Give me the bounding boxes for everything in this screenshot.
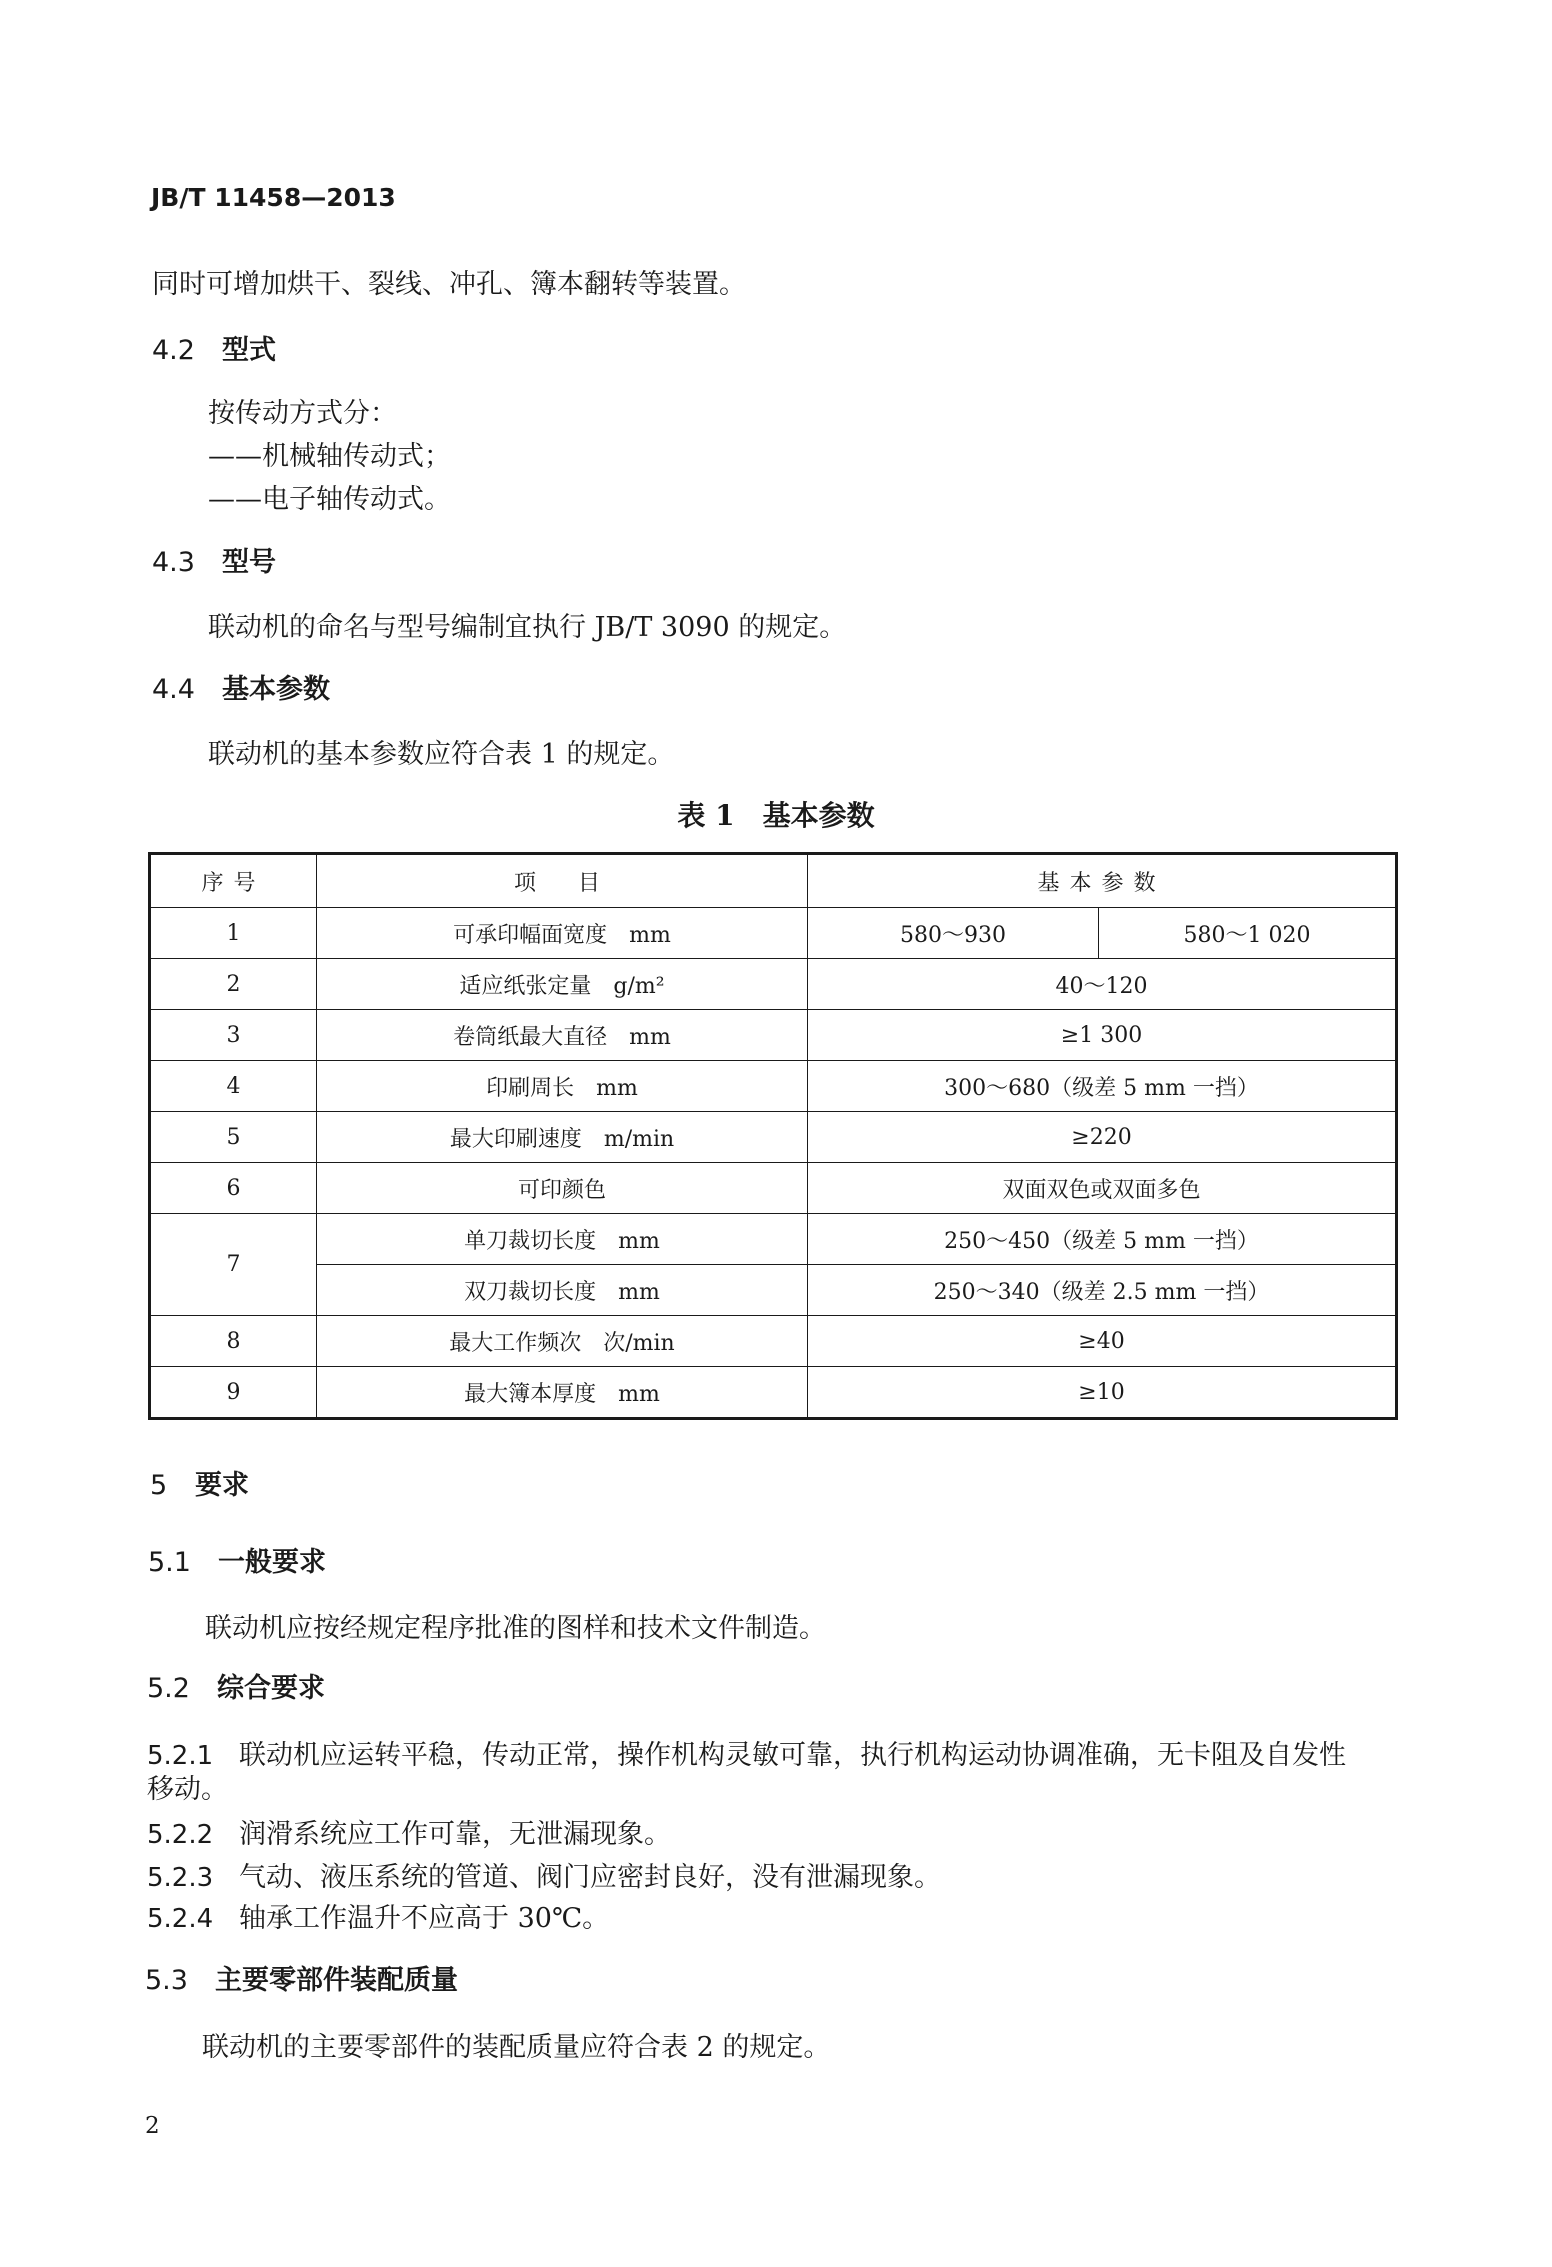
heading-title: 基本参数 xyxy=(222,674,330,705)
header-item: 项 目 xyxy=(317,854,808,908)
heading-number: 4.4 xyxy=(152,674,195,705)
cell-item: 可印颜色 xyxy=(317,1163,808,1214)
clause-number: 5.2.2 xyxy=(147,1820,214,1850)
cell-seq: 8 xyxy=(150,1316,317,1367)
cell-item: 卷筒纸最大直径 mm xyxy=(317,1010,808,1061)
clause-number: 5.2.4 xyxy=(147,1904,214,1934)
cell-value: 300～680（级差 5 mm 一挡） xyxy=(808,1061,1397,1112)
clause-5-2-1 xyxy=(147,1733,1346,1772)
cell-value: ≥220 xyxy=(808,1112,1397,1163)
table-header-row xyxy=(150,854,1397,908)
cell-value: ≥1 300 xyxy=(808,1010,1397,1061)
cell-item: 最大工作频次 次/min xyxy=(317,1316,808,1367)
table-row xyxy=(150,908,1397,959)
heading-5-2 xyxy=(147,1666,325,1705)
heading-title: 要求 xyxy=(195,1470,249,1501)
header-params: 基本参数 xyxy=(808,854,1397,908)
s5-3-body: 联动机的主要零部件的装配质量应符合表 2 的规定。 xyxy=(202,2032,831,2063)
cell-value: 双面双色或双面多色 xyxy=(808,1163,1397,1214)
cell-seq: 2 xyxy=(150,959,317,1010)
table-1-caption: 表 1 基本参数 xyxy=(677,799,875,832)
clause-text: 润滑系统应工作可靠，无泄漏现象。 xyxy=(239,1819,671,1850)
heading-title: 主要零部件装配质量 xyxy=(215,1965,458,1996)
cell-item: 最大印刷速度 m/min xyxy=(317,1112,808,1163)
cell-item: 双刀裁切长度 mm xyxy=(317,1265,808,1316)
table-row xyxy=(150,1163,1397,1214)
s4-2-item-2: ——电子轴传动式。 xyxy=(208,484,451,515)
document-id: JB/T 11458—2013 xyxy=(151,183,396,212)
header-seq: 序号 xyxy=(150,854,317,908)
heading-number: 5 xyxy=(150,1470,168,1501)
cell-value: 250～340（级差 2.5 mm 一挡） xyxy=(808,1265,1397,1316)
clause-text: 气动、液压系统的管道、阀门应密封良好，没有泄漏现象。 xyxy=(239,1862,941,1893)
basic-parameters-table xyxy=(148,852,1398,1420)
cell-seq: 9 xyxy=(150,1367,317,1419)
cell-item: 可承印幅面宽度 mm xyxy=(317,908,808,959)
table-row xyxy=(150,1214,1397,1265)
s5-1-body: 联动机应按经规定程序批准的图样和技术文件制造。 xyxy=(205,1613,826,1644)
heading-title: 型式 xyxy=(222,335,276,366)
heading-5-3 xyxy=(145,1958,458,1997)
table-row xyxy=(150,1316,1397,1367)
cell-seq: 1 xyxy=(150,908,317,959)
table-row xyxy=(150,1112,1397,1163)
cell-seq: 7 xyxy=(150,1214,317,1316)
heading-number: 5.1 xyxy=(148,1547,191,1578)
table-row xyxy=(150,1061,1397,1112)
intro-paragraph: 同时可增加烘干、裂线、冲孔、簿本翻转等装置。 xyxy=(152,269,746,300)
heading-number: 5.2 xyxy=(147,1673,190,1704)
heading-4-2 xyxy=(152,328,276,367)
table-row xyxy=(150,1010,1397,1061)
heading-number: 4.2 xyxy=(152,335,195,366)
s4-3-body: 联动机的命名与型号编制宜执行 JB/T 3090 的规定。 xyxy=(208,612,847,643)
cell-value: 40～120 xyxy=(808,959,1397,1010)
heading-title: 型号 xyxy=(222,547,276,578)
cell-item: 单刀裁切长度 mm xyxy=(317,1214,808,1265)
cell-seq: 4 xyxy=(150,1061,317,1112)
cell-value: ≥10 xyxy=(808,1367,1397,1419)
clause-5-2-1-cont: 移动。 xyxy=(147,1774,228,1805)
s4-2-body: 按传动方式分： xyxy=(208,398,397,429)
cell-value: ≥40 xyxy=(808,1316,1397,1367)
heading-number: 5.3 xyxy=(145,1965,188,1996)
heading-4-4 xyxy=(152,667,330,706)
clause-number: 5.2.3 xyxy=(147,1863,214,1893)
page-number: 2 xyxy=(145,2113,160,2139)
cell-value-b: 580～1 020 xyxy=(1099,908,1397,959)
heading-5 xyxy=(150,1463,249,1502)
clause-text: 联动机应运转平稳，传动正常，操作机构灵敏可靠，执行机构运动协调准确，无卡阻及自发性 xyxy=(239,1740,1346,1771)
cell-item: 印刷周长 mm xyxy=(317,1061,808,1112)
cell-seq: 3 xyxy=(150,1010,317,1061)
s4-2-item-1: ——机械轴传动式； xyxy=(208,441,451,472)
clause-5-2-4 xyxy=(147,1896,609,1935)
cell-item: 最大簿本厚度 mm xyxy=(317,1367,808,1419)
heading-title: 一般要求 xyxy=(218,1547,326,1578)
heading-title: 综合要求 xyxy=(217,1673,325,1704)
cell-seq: 5 xyxy=(150,1112,317,1163)
heading-5-1 xyxy=(148,1540,326,1579)
heading-number: 4.3 xyxy=(152,547,195,578)
cell-seq: 6 xyxy=(150,1163,317,1214)
table-row xyxy=(150,1265,1397,1316)
clause-number: 5.2.1 xyxy=(147,1741,214,1771)
clause-text: 轴承工作温升不应高于 30℃。 xyxy=(239,1903,610,1934)
s4-4-body: 联动机的基本参数应符合表 1 的规定。 xyxy=(208,739,675,770)
table-row xyxy=(150,959,1397,1010)
clause-5-2-3 xyxy=(147,1855,941,1894)
clause-5-2-2 xyxy=(147,1812,671,1851)
cell-value-a: 580～930 xyxy=(808,908,1099,959)
cell-value: 250～450（级差 5 mm 一挡） xyxy=(808,1214,1397,1265)
heading-4-3 xyxy=(152,540,276,579)
cell-item: 适应纸张定量 g/m² xyxy=(317,959,808,1010)
table-row xyxy=(150,1367,1397,1419)
